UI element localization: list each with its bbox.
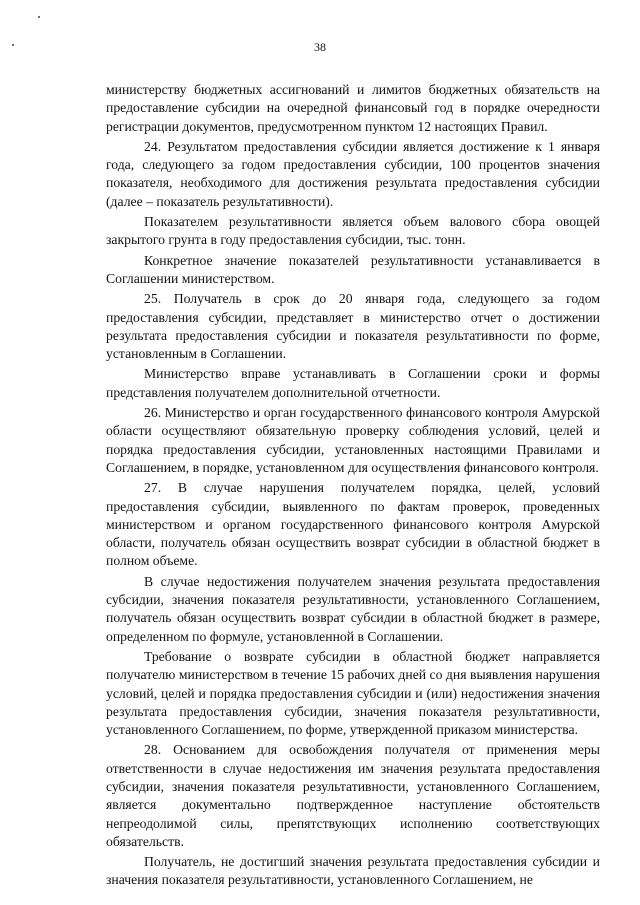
- paragraph: 27. В случае нарушения получателем порядка, целей, условий предоставления субсидии, выявленного по фактам проверок, проведенных министерством и органом государственного финансового контроля Амурской области, получатель обязан осуществить возврат субсидии в областной бюджет в полном объеме.: [106, 480, 600, 569]
- scan-speck: [38, 16, 40, 18]
- paragraph: Показателем результативности является объем валового сбора овощей закрытого грунта в году предоставления субсидии, тыс. тонн.: [106, 214, 600, 248]
- paragraph: 28. Основанием для освобождения получателя от применения меры ответственности в случае недостижения им значения результата предоставления субсидии, значения показателя результативности, установленного Соглашением, является документально подтвержденное наступление обстоятельств непреодолимой силы, препятствующих исполнению соответствующих обязательств.: [106, 742, 600, 849]
- paragraph: Министерство вправе устанавливать в Соглашении сроки и формы представления получателем дополнительной отчетности.: [106, 366, 600, 400]
- paragraph: 24. Результатом предоставления субсидии является достижение к 1 января года, следующего за годом предоставления субсидии, 100 процентов значения показателя, необходимого для достижения результата предоставления субсидии (далее – показатель результативности).: [106, 138, 600, 209]
- page-number: 38: [314, 40, 326, 54]
- paragraph: 25. Получатель в срок до 20 января года, следующего за годом предоставления субсидии, представляет в министерство отчет о достижении результата предоставления субсидии и показателя результативности по форме, установленным в Соглашении.: [106, 291, 600, 362]
- paragraph: Получатель, не достигший значения результата предоставления субсидии и значения показателя результативности, установленного Соглашением, не: [106, 854, 600, 888]
- paragraph: Требование о возврате субсидии в областной бюджет направляется получателю министерством в течение 15 рабочих дней со дня выявления нарушения условий, целей и порядка предоставления субсидии и (или) недостижения значения результата предоставления субсидии, значения показателя результативности, установленного Соглашением, по форме, утвержденной приказом министерства.: [106, 648, 600, 738]
- document-body: [106, 81, 600, 892]
- paragraph: 26. Министерство и орган государственного финансового контроля Амурской области осуществляют обязательную проверку соблюдения условий, целей и порядка предоставления субсидии, установленных настоящими Правилами и Соглашением, в порядке, установленном для осуществления финансового контроля.: [106, 405, 600, 475]
- paragraph: Конкретное значение показателей результативности устанавливается в Соглашении министерством.: [106, 252, 600, 286]
- paragraph: В случае недостижения получателем значения результата предоставления субсидии, значения показателя результативности, установленного Соглашением, получатель обязан осуществить возврат субсидии в областной бюджет в размере, определенном по формуле, установленной в Соглашении.: [106, 573, 600, 644]
- paragraph: министерству бюджетных ассигнований и лимитов бюджетных обязательств на предоставление субсидии на очередной финансовый год в порядке очередности регистрации документов, предусмотренном пунктом 12 настоящих Правил.: [106, 82, 600, 134]
